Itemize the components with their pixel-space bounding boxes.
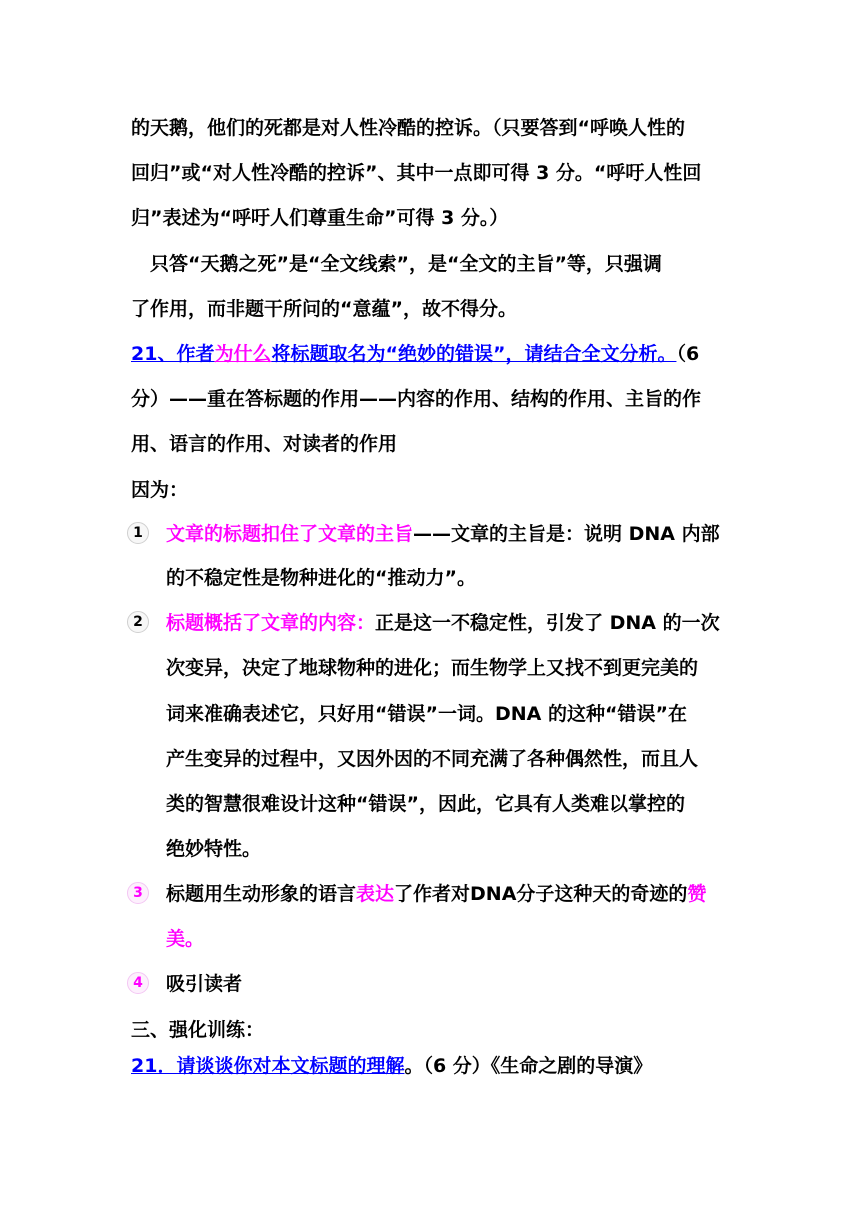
text-line: 的天鹅，他们的死都是对人性冷酷的控诉。（只要答到“呼唤人性的 [131,117,685,139]
text-line: 绝妙特性。 [166,838,262,860]
because-label: 因为： [131,479,189,501]
text-line: 回归”或“对人性冷酷的控诉”、其中一点即可得 3 分。“呼吁人性回 [131,162,702,184]
item-number-2: 2 [127,611,149,633]
item-text: 。（6 分）《生命之剧的导演》 [404,1055,653,1077]
text-line: 的不稳定性是物种进化的“推动力”。 [166,567,476,589]
item-number-1: 1 [127,522,149,544]
question-link[interactable]: 将标题取名为“绝妙的错误”，请结合全文分析。 [271,343,677,365]
highlight-text: 赞 [687,883,707,905]
text-line: 了作用，而非题干所问的“意蕴”，故不得分。 [131,298,517,320]
list-item [166,882,731,906]
question-link[interactable]: 21．请谈谈你对本文标题的理解 [131,1055,405,1077]
text-line: 用、语言的作用、对读者的作用 [131,433,398,455]
text-line: 美。 [166,928,205,950]
question-21b [131,1054,731,1078]
text-line: 只答“天鹅之死”是“全文线索”，是“全文的主旨”等，只强调 [150,253,662,275]
question-link[interactable]: 21、作者 [131,343,215,365]
score-label: （6 [676,343,700,365]
text-line: 产生变异的过程中，又因外因的不同充满了各种偶然性，而且人 [166,748,699,770]
list-item [166,522,731,546]
item-text: 标题用生动形象的语言 [166,883,357,905]
item-number-3: 3 [127,882,149,904]
text-line: 归”表述为“呼吁人们尊重生命”可得 3 分。） [131,207,509,229]
item-text: 了作者对DNA分子这种天的奇迹的 [394,883,688,905]
item-number-4: 4 [127,972,149,994]
item-text: 正是这一不稳定性，引发了 DNA 的一次 [375,612,720,634]
list-item [166,611,731,635]
text-line: 次变异，决定了地球物种的进化；而生物学上又找不到更完美的 [166,657,699,679]
section-heading: 三、强化训练： [131,1019,265,1041]
text-line: 分）——重在答标题的作用——内容的作用、结构的作用、主旨的作 [131,388,702,410]
highlight-text: 标题概括了文章的内容： [166,612,376,634]
question-link-highlight[interactable]: 为什么 [214,343,272,365]
item-text: ——文章的主旨是：说明 DNA 内部 [413,523,720,545]
highlight-text: 表达 [356,883,395,905]
question-21 [131,342,731,366]
text-line: 词来准确表述它，只好用“错误”一词。DNA 的这种“错误”在 [166,703,687,725]
text-line: 类的智慧很难设计这种“错误”，因此，它具有人类难以掌控的 [166,793,685,815]
highlight-text: 文章的标题扣住了文章的主旨 [166,523,414,545]
list-item: 吸引读者 [166,973,243,995]
